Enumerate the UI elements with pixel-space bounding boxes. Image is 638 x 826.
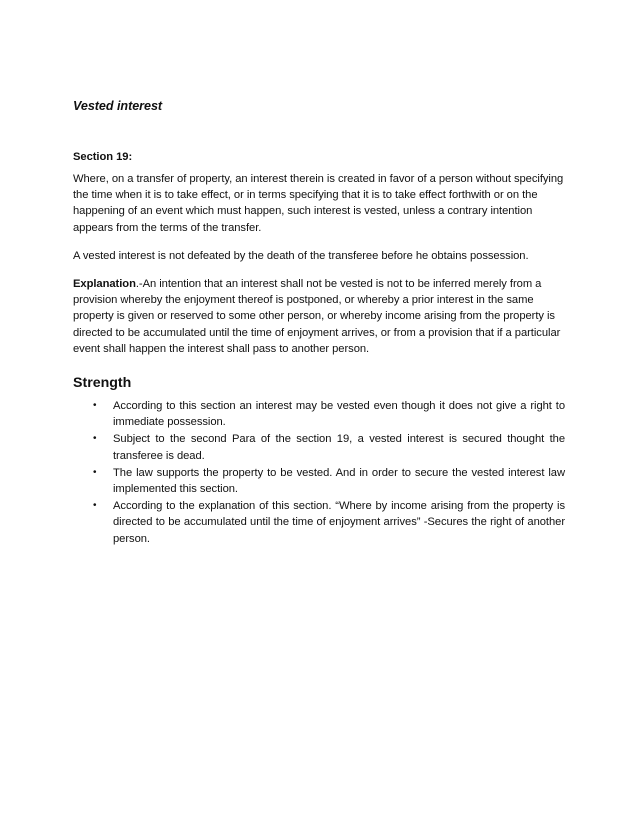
strength-heading: Strength: [73, 375, 132, 392]
paragraph-explanation: [73, 276, 565, 357]
explanation-label: Explanation: [73, 278, 136, 291]
list-item: [73, 498, 565, 547]
section-heading: Section 19:: [73, 151, 133, 163]
list-item-text: The law supports the property to be vested. And in order to secure the vested interest law implemented this section.: [113, 466, 565, 496]
document-content: [73, 98, 565, 548]
explanation-text: .-An intention that an interest shall not be vested is not to be inferred merely from a provision whereby the enjoyment thereof is postponed, or whereby a prior interest in the same property is given or reserved to some other person, or whereby income arising from the property is directed to be accumulated until the time of enjoyment arrives, or from a provision that if a particular event shall happen the interest shall pass to another person.: [73, 278, 561, 355]
list-item-text: According to this section an interest may be vested even though it does not give a right to immediate possession.: [113, 400, 565, 429]
bullet-icon: •: [93, 466, 97, 478]
document-title: Vested interest: [73, 99, 163, 113]
strength-list: [73, 398, 565, 547]
list-item-text: According to the explanation of this section. “Where by income arising from the property is directed to be accumulated until the time of enjoyment arrives” -Secures the right of another person.: [113, 500, 565, 545]
list-item: [73, 465, 565, 497]
bullet-icon: •: [93, 433, 97, 445]
list-item: [73, 431, 565, 463]
paragraph-definition: Where, on a transfer of property, an interest therein is created in favor of a person without specifying the time when it is to take effect, or in terms specifying that it is to take effect forthwith or on the happening of an event which must happen, such interest is vested, unless a contrary intention appears from the terms of the transfer.: [73, 173, 564, 234]
list-item-text: Subject to the second Para of the section 19, a vested interest is secured thought the transferee is dead.: [113, 433, 565, 462]
bullet-icon: •: [93, 400, 97, 412]
bullet-icon: •: [93, 500, 97, 512]
list-item: [73, 398, 565, 430]
paragraph-death-of-transferee: A vested interest is not defeated by the death of the transferee before he obtains possession.: [73, 249, 529, 262]
